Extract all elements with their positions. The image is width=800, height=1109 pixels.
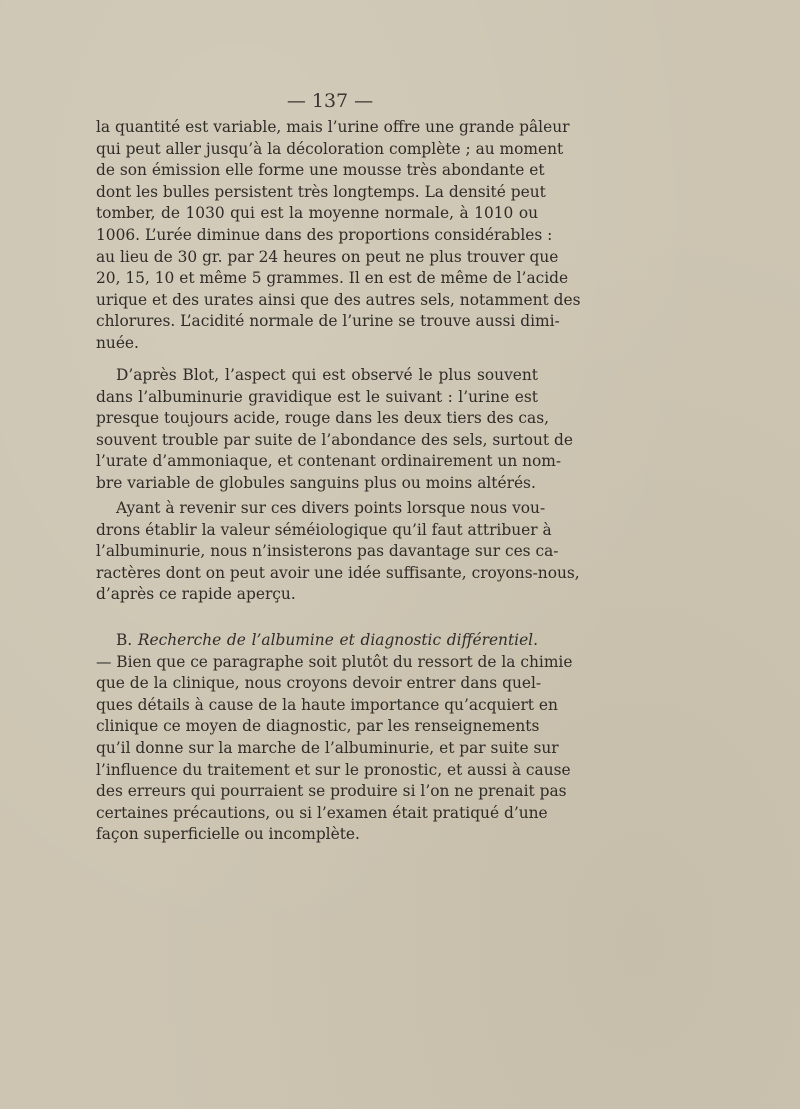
paragraph-2 (96, 365, 573, 495)
text-line: au lieu de 30 gr. par 24 heures on peut ne plus trouver que (96, 247, 559, 266)
text-line: presque toujours acide, rouge dans les deux tiers des cas, (96, 409, 549, 428)
text-line: 1006. L’urée diminue dans des proportions considérables : (96, 225, 553, 244)
section-heading (96, 630, 538, 652)
paragraph-3 (96, 498, 580, 606)
text-line: clinique ce moyen de diagnostic, par les renseignements (96, 717, 540, 736)
section-title: Recherche de l’albumine et diagnostic différentiel. (137, 631, 538, 649)
text-line: qui peut aller jusqu’à la décoloration complète ; au moment (96, 139, 564, 158)
text-line: 20, 15, 10 et même 5 grammes. Il en est de même de l’acide (96, 269, 569, 288)
text-line: urique et des urates ainsi que des autres sels, notamment des (96, 290, 581, 309)
text-line: que de la clinique, nous croyons devoir entrer dans quel- (96, 674, 542, 693)
paragraph-1 (96, 117, 581, 355)
page-number: — 137 — (286, 90, 374, 112)
text-line: ractères dont on peut avoir une idée suffisante, croyons-nous, (96, 563, 580, 582)
text-line: de son émission elle forme une mousse très abondante et (96, 161, 545, 180)
text-line: D’après Blot, l’aspect qui est observé le plus souvent (116, 366, 538, 384)
text-line: l’albuminurie, nous n’insisterons pas davantage sur ces ca- (96, 542, 559, 561)
text-line: façon superficielle ou incomplète. (96, 825, 360, 844)
text-line: nuée. (96, 333, 139, 352)
text-line: dans l’albuminurie gravidique est le suivant : l’urine est (96, 387, 538, 406)
text-line: ques détails à cause de la haute importance qu’acquiert en (96, 695, 558, 714)
text-line: qu’il donne sur la marche de l’albuminurie, et par suite sur (96, 738, 559, 757)
text-line: dont les bulles persistent très longtemps. La densité peut (96, 182, 546, 201)
text-line: drons établir la valeur séméiologique qu’il faut attribuer à (96, 520, 552, 539)
text-line: chlorures. L’acidité normale de l’urine se trouve aussi dimi- (96, 312, 560, 331)
text-line: tomber, de 1030 qui est la moyenne normale, à 1010 ou (96, 204, 538, 223)
text-line: bre variable de globules sanguins plus ou moins altérés. (96, 473, 536, 492)
text-line: souvent trouble par suite de l’abondance des sels, surtout de (96, 430, 573, 449)
section-b (96, 630, 573, 846)
section-letter: B. (116, 631, 133, 649)
text-line: d’après ce rapide aperçu. (96, 585, 296, 604)
text-line: l’influence du traitement et sur le pronostic, et aussi à cause (96, 760, 571, 779)
text-line: l’urate d’ammoniaque, et contenant ordinairement un nom- (96, 452, 562, 471)
text-line: la quantité est variable, mais l’urine offre une grande pâleur (96, 118, 570, 136)
text-line: des erreurs qui pourraient se produire si l’on ne prenait pas (96, 782, 567, 801)
text-line: certaines précautions, ou si l’examen était pratiqué d’une (96, 803, 548, 822)
text-line: Ayant à revenir sur ces divers points lorsque nous vou- (116, 499, 546, 517)
text-line: — Bien que ce paragraphe soit plutôt du ressort de la chimie (96, 652, 573, 671)
